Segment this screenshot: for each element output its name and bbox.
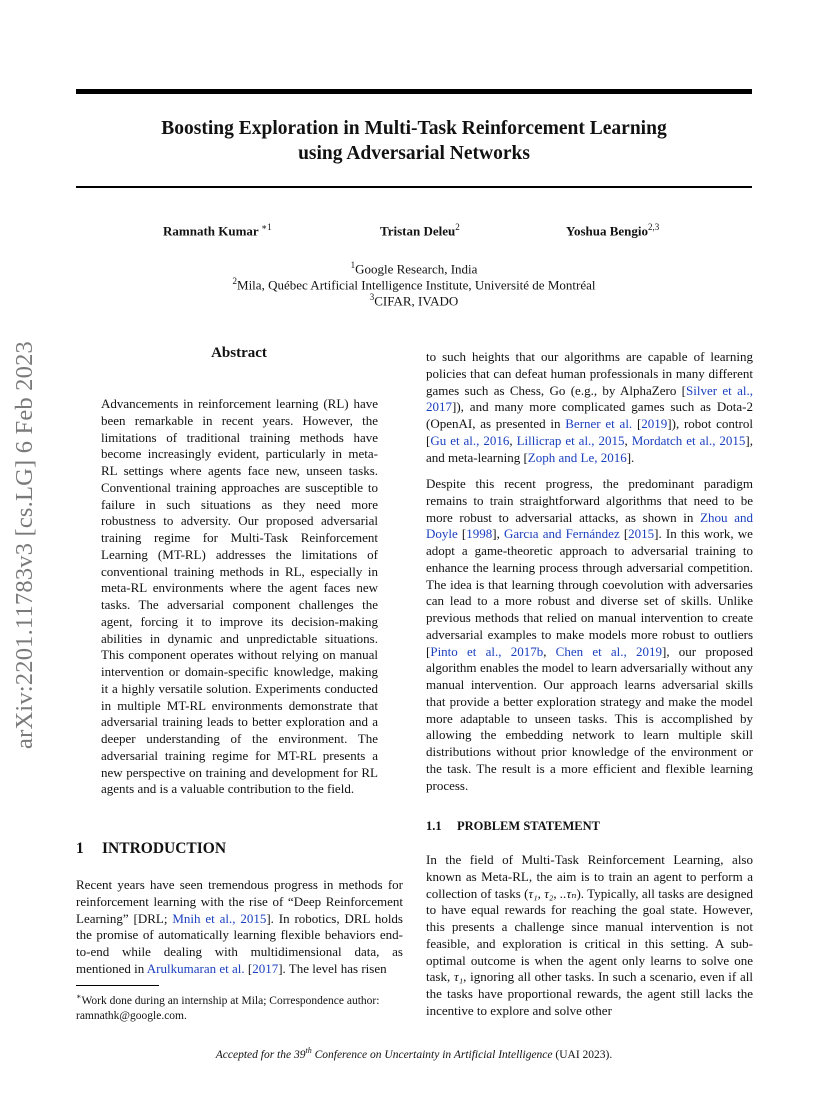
citation-link[interactable]: Zhou and Doyle	[426, 509, 753, 542]
citation-link[interactable]: Berner et al.	[565, 416, 633, 431]
citation-link[interactable]: Mordatch et al., 2015	[631, 432, 746, 448]
author-1: Ramnath Kumar $^{∗1}$	[163, 222, 272, 239]
abstract-text: Advancements in reinforcement learning (RL) have been remarkable in recent years. However, the limitations of traditional training methods have become increasingly evident, particularly in meta-RL settings where agents face new, unseen tasks. Conventional training approaches are susceptible to failure in such situations as they need more robustness to adversity. Our proposed adversarial training regime for Multi-Task Reinforcement Learning (MT-RL) addresses the limitations of conventional training methods in RL, especially in meta-RL environments where the agent faces new tasks. The adversarial component challenges the agent, forcing it to improve its decision-making abilities in dynamic and unpredictable situations. This component operates without relying on manual intervention or domain-specific knowledge, making it a highly versatile solution. Experiments conducted in multiple MT-RL environments demonstrate that adversarial training leads to better exploration and a deeper understanding of the environment. The adversarial training regime for MT-RL presents a new perspective on training and development for RL agents and is a valuable contribution to the field.	[101, 396, 378, 797]
citation-link[interactable]: Lillicrap et al., 2015	[516, 432, 625, 448]
affiliation-3: $^3$CIFAR, IVADO	[369, 292, 459, 309]
title-rule	[76, 186, 752, 188]
right-column-paragraph-1: to such heights that our algorithms are capable of learning policies that can defeat human professionals in many different games such as Chess, Go (e.g., by AlphaZero [Silver et al., 2017]), and many more complicated games such as Dota-2 (OpenAI, as presented in Berner et al. [2019]), robot control [Gu et al., 2016, Lillicrap et al., 2015, Mordatch et al., 2015], and meta-learning [Zoph and Le, 2016].	[426, 349, 754, 465]
citation-link[interactable]: Chen et al., 2019	[555, 643, 663, 659]
top-rule	[76, 89, 752, 94]
author-3: Yoshua Bengio$^{2,3}$	[566, 222, 660, 239]
citation-link[interactable]: Pinto et al., 2017b	[430, 643, 544, 659]
author-2: Tristan Deleu$^2$	[380, 222, 460, 239]
right-column-paragraph-3: In the field of Multi-Task Reinforcement Learning, also known as Meta-RL, the aim is to train an agent to perform a collection of tasks (τ₁, τ₂, ..τₙ). Typically, all tasks are designed to have equal rewards for reaching the goal state. However, this presents a challenge since manual intervention is not feasible, and exploration is critical in this setting. A sub-optimal outcome is when the agent only learns to solve one task, τ₁, ignoring all other tasks. In such a scenario, even if all the tasks have proportional rewards, the agent still lacks the incentive to explore and solve other	[426, 852, 753, 1018]
citation-link[interactable]: Garcıa and Fernández	[503, 526, 620, 542]
citation-link[interactable]: 1998	[466, 526, 493, 542]
subsection-heading-problem-statement: 1.1 PROBLEM STATEMENT	[426, 819, 600, 833]
affiliation-2: $^2$Mila, Québec Artificial Intelligence Institute, Université de Montréal	[232, 276, 596, 293]
citation-link[interactable]: 2019	[641, 416, 668, 431]
conference-footer: Accepted for the 39th Conference on Uncertainty in Artificial Intelligence (UAI 2023).	[215, 1046, 613, 1061]
section-heading-introduction: 1 INTRODUCTION	[76, 840, 227, 857]
footnote-rule	[76, 985, 159, 986]
citation-link[interactable]: Arulkumaran et al.	[146, 960, 245, 976]
task-math: τ₁	[453, 969, 464, 985]
citation-link[interactable]: Zoph and Le, 2016	[527, 449, 627, 465]
citation-link[interactable]: Mnih et al., 2015	[172, 910, 267, 926]
citation-link[interactable]: 2017	[252, 960, 279, 976]
citation-link[interactable]: 2015	[628, 526, 655, 542]
citation-link[interactable]: Gu et al., 2016	[430, 432, 510, 448]
paper-title: Boosting Exploration in Multi-Task Reinforcement Learning using Adversarial Networks	[161, 118, 667, 164]
abstract-heading: Abstract	[211, 345, 267, 361]
affiliation-1: $^1$Google Research, India	[350, 260, 478, 277]
introduction-paragraph: Recent years have seen tremendous progress in methods for reinforcement learning with the rise of “Deep Reinforcement Learning” [DRL; Mnih et al., 2015]. In robotics, DRL holds the promise of automatically learning flexible behaviors end-to-end while dealing with multidimensional data, as mentioned in Arulkumaran et al. [2017]. The level has risen	[76, 877, 403, 976]
arxiv-stamp: arXiv:2201.11783v3 [cs.LG] 6 Feb 2023	[11, 341, 38, 749]
footnote: ∗Work done during an internship at Mila; Correspondence author: ramnathk@google.com.	[76, 992, 380, 1022]
citation-link[interactable]: Silver et al., 2017	[426, 382, 753, 415]
task-set-math: τ₁, τ₂, ..τₙ	[528, 885, 577, 901]
right-column-paragraph-2: Despite this recent progress, the predominant paradigm remains to train straightforward algorithms that need to be more robust to adversarial attacks, as shown in Zhou and Doyle [1998], Garcıa and Fernández [2015]. In this work, we adopt a game-theoretic approach to adversarial training to enhance the learning process through adversarial competition. The idea is that learning through coevolution with adversaries can lead to a more robust and diverse set of skills. Unlike previous methods that relied on manual intervention to create adversarial examples to make models more robust to outliers [Pinto et al., 2017b, Chen et al., 2019], our proposed algorithm enables the model to learn adversarially without any manual intervention. Our approach learns adversarial skills that provide a better exploration strategy and make the model more adaptable to unseen tasks. This is accomplished by allowing the embedding network to learn multiple skill distributions without prior knowledge of the environment or the task. The result is a more efficient and flexible learning process.	[426, 476, 754, 793]
